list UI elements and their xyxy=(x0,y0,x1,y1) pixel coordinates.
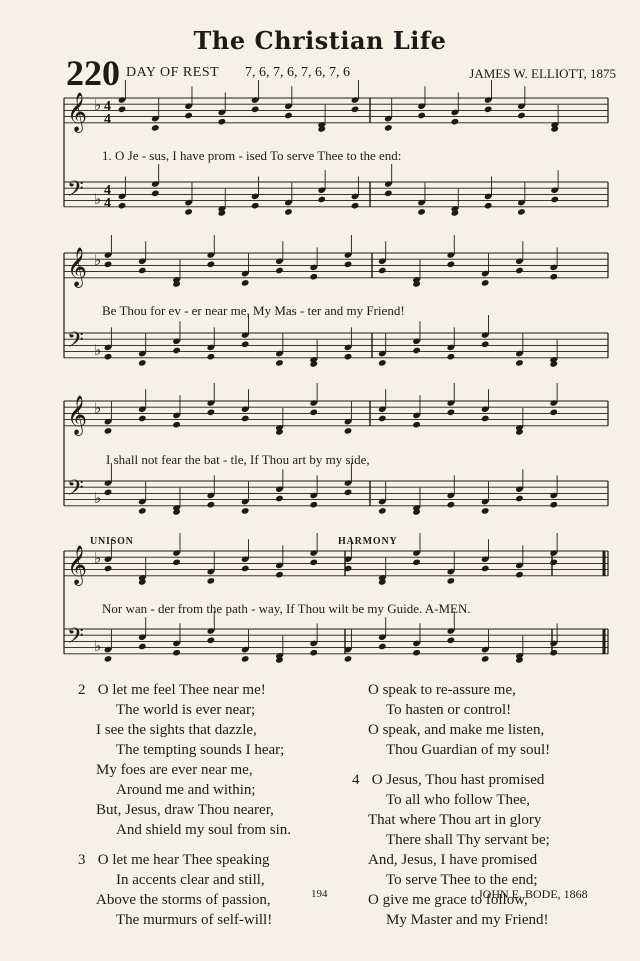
note-head xyxy=(412,347,421,355)
note-head xyxy=(184,208,193,216)
note-head xyxy=(241,279,250,287)
note-head xyxy=(378,267,387,275)
note-head xyxy=(515,571,524,579)
note-head xyxy=(284,112,293,120)
note-head xyxy=(118,106,127,114)
treble-clef-icon: 𝄞 xyxy=(67,92,88,132)
verse-3-line-7: O speak, and make me listen, xyxy=(368,722,545,738)
note-head xyxy=(447,501,456,509)
note-head xyxy=(484,202,493,210)
time-signature-bottom: 4 xyxy=(104,112,111,127)
note-head xyxy=(309,501,318,509)
note-head xyxy=(275,571,284,579)
note-head xyxy=(549,409,558,417)
note-head xyxy=(344,353,353,361)
note-head xyxy=(378,415,387,423)
note-head xyxy=(104,489,113,497)
note-head xyxy=(104,565,113,573)
verse-3-line-4: The murmurs of self-will! xyxy=(116,912,273,928)
note-head xyxy=(447,409,456,417)
verse-2-line-5: My foes are ever near me, xyxy=(96,762,253,778)
note-head xyxy=(104,353,113,361)
note-head xyxy=(309,649,318,657)
lyric-line-1: 1. O Je - sus, I have prom - ised To serve Thee to the end: xyxy=(102,148,402,163)
note-head xyxy=(384,190,393,198)
note-head xyxy=(515,495,524,503)
note-head xyxy=(317,196,326,204)
note-head xyxy=(284,208,293,216)
note-head xyxy=(207,409,216,417)
note-head xyxy=(481,507,490,515)
note-head xyxy=(172,347,181,355)
note-head xyxy=(207,577,216,585)
time-signature-top: 4 xyxy=(104,183,111,198)
note-head xyxy=(447,577,456,585)
note-head xyxy=(241,507,250,515)
verse-3-line-6: To hasten or control! xyxy=(386,702,512,718)
hymn-number: 220 xyxy=(66,53,120,93)
note-head xyxy=(549,559,558,567)
tune-name: DAY OF REST xyxy=(126,65,220,80)
flat-icon: ♭ xyxy=(94,637,102,655)
flat-icon: ♭ xyxy=(94,399,102,417)
note-head xyxy=(251,106,260,114)
lyric-line-4: Nor wan - der from the path - way, If Thou wilt be my Guide. A-MEN. xyxy=(102,601,471,616)
flat-icon: ♭ xyxy=(94,341,102,359)
note-head xyxy=(549,501,558,509)
verse-2-line-2: The world is ever near; xyxy=(116,702,256,718)
note-head xyxy=(549,649,558,657)
bass-clef-icon: 𝄢 xyxy=(67,476,84,506)
harmony-label: HARMONY xyxy=(338,536,398,547)
composer: JAMES W. ELLIOTT, 1875 xyxy=(469,66,616,81)
note-head xyxy=(515,267,524,275)
verse-4-line-8: My Master and my Friend! xyxy=(386,912,549,928)
note-head xyxy=(412,649,421,657)
note-head xyxy=(515,359,524,367)
verses-left-column xyxy=(78,680,338,930)
note-head xyxy=(344,261,353,269)
bass-clef-icon: 𝄢 xyxy=(67,624,84,654)
verse-2-line-7: But, Jesus, draw Thou nearer, xyxy=(96,802,274,818)
treble-clef-icon: 𝄞 xyxy=(67,545,88,585)
note-head xyxy=(184,112,193,120)
note-head xyxy=(447,261,456,269)
flat-icon: ♭ xyxy=(94,251,102,269)
note-head xyxy=(309,559,318,567)
note-head xyxy=(309,409,318,417)
note-head xyxy=(384,124,393,132)
note-head xyxy=(118,202,127,210)
note-head xyxy=(417,112,426,120)
note-head xyxy=(241,341,250,349)
verse-4-line-7: O give me grace to follow, xyxy=(368,892,528,908)
verse-2-line-6: Around me and within; xyxy=(116,782,256,798)
note-head xyxy=(104,655,113,663)
flat-icon: ♭ xyxy=(94,96,102,114)
note-head xyxy=(481,279,490,287)
note-head xyxy=(241,565,250,573)
note-head xyxy=(151,190,160,198)
note-head xyxy=(207,637,216,645)
verse-2-line-3: I see the sights that dazzle, xyxy=(96,722,257,738)
verse-4-line-3: That where Thou art in glory xyxy=(368,812,542,828)
note-head xyxy=(218,118,227,126)
note-head xyxy=(344,655,353,663)
verse-4-line-1: 4 O Jesus, Thou hast promised xyxy=(352,772,545,788)
time-signature-top: 4 xyxy=(104,99,111,114)
note-head xyxy=(207,353,216,361)
flat-icon: ♭ xyxy=(94,190,102,208)
note-head xyxy=(172,421,181,429)
flat-icon: ♭ xyxy=(94,549,102,567)
verse-3-line-8: Thou Guardian of my soul! xyxy=(386,742,551,758)
note-head xyxy=(138,507,147,515)
verse-2-line-1: 2 O let me feel Thee near me! xyxy=(78,682,266,698)
treble-clef-icon: 𝄞 xyxy=(67,395,88,435)
verse-4-line-4: There shall Thy servant be; xyxy=(386,832,550,848)
note-head xyxy=(138,643,147,651)
unison-label: UNISON xyxy=(90,536,134,547)
note-head xyxy=(344,489,353,497)
verse-4-line-6: To serve Thee to the end; xyxy=(386,872,538,888)
text-author: JOHN E. BODE, 1868 xyxy=(478,887,588,901)
verse-4-line-5: And, Jesus, I have promised xyxy=(368,852,538,868)
note-head xyxy=(549,273,558,281)
note-head xyxy=(517,112,526,120)
note-head xyxy=(451,118,460,126)
note-head xyxy=(275,495,284,503)
note-head xyxy=(351,106,360,114)
note-head xyxy=(484,106,493,114)
verse-2-line-4: The tempting sounds I hear; xyxy=(116,742,285,758)
note-head xyxy=(151,124,160,132)
flat-icon: ♭ xyxy=(94,489,102,507)
note-head xyxy=(138,359,147,367)
bass-clef-icon: 𝄢 xyxy=(67,177,84,207)
note-head xyxy=(378,359,387,367)
lyric-line-3: I shall not fear the bat - tle, If Thou art by my side, xyxy=(106,452,370,467)
note-head xyxy=(412,421,421,429)
verse-3-line-2: In accents clear and still, xyxy=(116,872,265,888)
note-head xyxy=(275,359,284,367)
verse-4-line-2: To all who follow Thee, xyxy=(386,792,531,808)
note-head xyxy=(517,208,526,216)
time-signature-bottom: 4 xyxy=(104,196,111,211)
note-head xyxy=(104,261,113,269)
note-head xyxy=(344,427,353,435)
note-head xyxy=(481,415,490,423)
note-head xyxy=(351,202,360,210)
lyric-line-2: Be Thou for ev - er near me, My Mas - ter and my Friend! xyxy=(102,303,405,318)
note-head xyxy=(481,655,490,663)
bass-clef-icon: 𝄢 xyxy=(67,328,84,358)
note-head xyxy=(550,196,559,204)
meter: 7, 6, 7, 6, 7, 6, 7, 6 xyxy=(245,65,350,80)
note-head xyxy=(481,565,490,573)
note-head xyxy=(104,427,113,435)
note-head xyxy=(412,559,421,567)
note-head xyxy=(378,643,387,651)
note-head xyxy=(207,501,216,509)
section-title: The Christian Life xyxy=(193,26,447,55)
note-head xyxy=(138,415,147,423)
note-head xyxy=(309,273,318,281)
note-head xyxy=(172,559,181,567)
note-head xyxy=(447,353,456,361)
note-head xyxy=(378,507,387,515)
note-head xyxy=(251,202,260,210)
note-head xyxy=(138,267,147,275)
note-head xyxy=(481,341,490,349)
note-head xyxy=(241,655,250,663)
verse-3-line-5: O speak to re-assure me, xyxy=(368,682,516,698)
verse-3-line-1: 3 O let me hear Thee speaking xyxy=(78,852,270,868)
note-head xyxy=(241,415,250,423)
note-head xyxy=(417,208,426,216)
note-head xyxy=(275,267,284,275)
note-head xyxy=(207,261,216,269)
note-head xyxy=(172,649,181,657)
verse-3-line-3: Above the storms of passion, xyxy=(96,892,271,908)
page-number: 194 xyxy=(311,888,328,900)
treble-clef-icon: 𝄞 xyxy=(67,247,88,287)
verse-2-line-8: And shield my soul from sin. xyxy=(116,822,291,838)
note-head xyxy=(447,637,456,645)
